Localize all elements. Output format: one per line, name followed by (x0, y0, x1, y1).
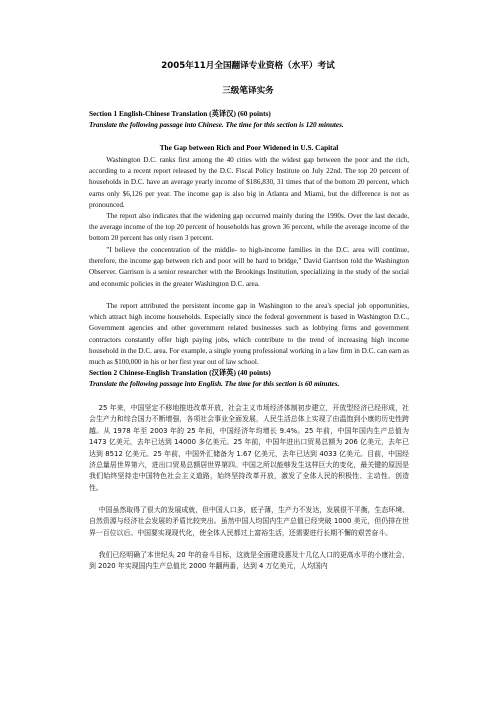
section1-paragraph-3: "I believe the concentration of the middle- to high-income families in the D.C. area will continue, therefore, the income gap between rich and poor will be hard to bridge," David Garrison told the Washington Observer. Garrison is a senior researcher with the Brookings Institution, specializing in the study of the social and economic policies in the greater Washington D.C. area. (89, 246, 409, 288)
section1-paragraph-2: The report also indicates that the widening gap occurred mainly during the 1990s. Over the last decade, the average income of the top 20 percent of households has grown 36 percent, while the average income of the bottom 20 percent has only risen 3 percent. (89, 212, 409, 243)
section1-paragraph-4: The report attributed the persistent income gap in Washington to the area's special job opportunities, which attract high income households. Especially since the federal government is based in Washington D.C., Government agencies and other government related businesses such as lobbying firms and government contractors constantly offer high paying jobs, which contribute to the trend of increasing high income household in the D.C. area. For example, a single young professional working in a law firm in D.C. can earn as much as $100,000 in his or her first year out of law school. (89, 302, 409, 367)
article-title: The Gap between Rich and Poor Widened in U.S. Capital (159, 143, 339, 152)
section2-paragraph-3: 我们已经明确了本世纪头 20 年的奋斗目标，这就是全面建设惠及十几亿人口的更高水平的小康社会，到 2020 年实现国内生产总值比 2000 年翻两番，达到 4 万亿美元，人均国内 (89, 551, 409, 571)
exam-subtitle: 三级笔译实务 (222, 86, 274, 96)
section2-instruction: Translate the following passage into English. The time for this section is 60 minutes. (89, 380, 340, 388)
section2-heading: Section 2 Chinese-English Translation (汉译英) (40 points) (89, 368, 271, 377)
section2-paragraph-2: 中国虽然取得了很大的发展成就，但中国人口多，底子薄，生产力不发达，发展很不平衡，生态环境、自然资源与经济社会发展的矛盾比较突出。虽然中国人均国内生产总值已经突破 1000 美元，但仍排在世界一百位以后。中国要实现现代化，使全体人民都过上富裕生活，还需要进行长期不懈的艰苦奋斗。 (89, 506, 409, 537)
exam-title: 2005年11月全国翻译专业资格（水平）考试 (161, 61, 335, 71)
section1-heading: Section 1 English-Chinese Translation (英译汉) (60 points) (89, 109, 271, 118)
section1-paragraph-1: Washington D.C. ranks first among the 40 cities with the widest gap between the poor and the rich, according to a recent report released by the D.C. Fiscal Policy Institute on July 22nd. The top 20 percent of households in D.C. have an average yearly income of $186,830, 31 times that of the bottom 20 percent, which earns only $6,126 per year. The income gap is also big in Atlanta and Miami, but the difference is not as pronounced. (89, 156, 409, 209)
section2-paragraph-1: 25 年来，中国坚定不移地推进改革开放，社会主义市场经济体制初步建立，开放型经济已经形成，社会生产力和综合国力不断增强，各项社会事业全面发展，人民生活总体上实现了由温饱到小康的历史性跨越。从 1978 年至 2003 年的 25 年间，中国经济年均增长 9.4%。25 年前，中国年国内生产总值为 1473 亿美元，去年已达到 14000 多亿美元。25 年前，中国年进出口贸易总额为 206 亿美元，去年已达到 8512 亿美元。25 年前，中国外汇储备为 1.67 亿美元，去年已达到 4033 亿美元。目前，中国经济总量居世界第六，进出口贸易总额居世界第四。中国之所以能够发生这样巨大的变化，最关键的原因是我们始终坚持走中国特色社会主义道路，始终坚持改革开放，激发了全体人民的积极性、主动性、创造性。 (89, 404, 409, 492)
section1-instruction: Translate the following passage into Chinese. The time for this section is 120 minutes. (89, 121, 344, 129)
